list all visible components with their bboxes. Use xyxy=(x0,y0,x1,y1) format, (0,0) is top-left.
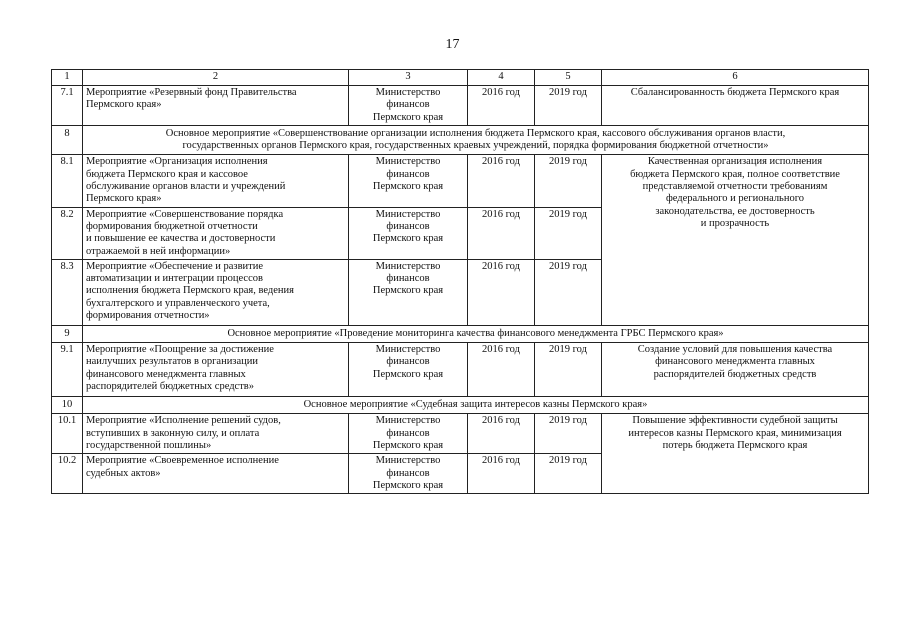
activity-title xyxy=(83,414,349,454)
row-number: 7.1 xyxy=(52,86,83,126)
responsible-executor xyxy=(349,343,468,397)
section-title xyxy=(83,125,869,155)
section-line: Основное мероприятие «Совершенствование организации исполнения бюджета Пермского края, кассового обслуживания органов власти, xyxy=(165,127,786,139)
start-year: 2016 год xyxy=(468,454,535,494)
responsible-executor xyxy=(349,86,468,126)
title-line: и повышение ее качества и достоверности xyxy=(86,233,276,245)
activity-title xyxy=(83,86,349,126)
title-line: формирования отчетности» xyxy=(86,310,210,322)
table-row xyxy=(52,343,869,397)
title-line: наилучших результатов в организации xyxy=(86,356,258,368)
executor-line: Пермского края xyxy=(372,285,444,297)
title-line: судебных актов» xyxy=(86,467,161,479)
title-line: исполнения бюджета Пермского края, ведения xyxy=(86,285,294,297)
title-line: Мероприятие «Исполнение решений судов, xyxy=(86,415,281,427)
row-number: 10.2 xyxy=(52,454,83,494)
header-cell: 2 xyxy=(83,70,349,86)
responsible-executor xyxy=(349,155,468,207)
section-line: Основное мероприятие «Проведение мониторинга качества финансового менеджмента ГРБС Пермского края» xyxy=(227,327,724,339)
executor-line: финансов xyxy=(386,168,430,180)
row-number: 8 xyxy=(52,125,83,155)
end-year: 2019 год xyxy=(535,207,602,259)
row-number: 10.1 xyxy=(52,414,83,454)
table-row xyxy=(52,86,869,126)
executor-line: финансов xyxy=(386,220,430,232)
section-row xyxy=(52,397,869,414)
title-line: вступивших в законную силу, и оплата xyxy=(86,427,260,439)
executor-line: финансов xyxy=(386,99,430,111)
start-year: 2016 год xyxy=(468,86,535,126)
activity-title xyxy=(83,454,349,494)
title-line: бюджета Пермского края и кассовое xyxy=(86,168,248,180)
section-row xyxy=(52,125,869,155)
title-line: Мероприятие «Обеспечение и развитие xyxy=(86,260,264,272)
program-activities-table xyxy=(51,69,869,494)
row-number: 8.3 xyxy=(52,259,83,325)
header-cell: 3 xyxy=(349,70,468,86)
executor-line: Министерство xyxy=(375,344,441,356)
header-cell: 4 xyxy=(468,70,535,86)
expected-result-merged xyxy=(602,414,869,494)
row-number: 9 xyxy=(52,325,83,342)
executor-line: финансов xyxy=(386,356,430,368)
executor-line: Пермского края xyxy=(372,111,444,123)
executor-line: Министерство xyxy=(375,87,441,98)
executor-line: Министерство xyxy=(375,156,441,168)
end-year: 2019 год xyxy=(535,414,602,454)
end-year: 2019 год xyxy=(535,86,602,126)
title-line: бухгалтерского и управленческого учета, xyxy=(86,297,270,309)
executor-line: Министерство xyxy=(375,260,441,272)
executor-line: Министерство xyxy=(375,455,441,467)
result-line: бюджета Пермского края, полное соответствие xyxy=(630,168,840,180)
executor-line: финансов xyxy=(386,273,430,285)
result-line: и прозрачность xyxy=(700,217,770,229)
title-line: Мероприятие «Поощрение за достижение xyxy=(86,344,274,356)
result-line: Повышение эффективности судебной защиты xyxy=(632,415,838,427)
end-year: 2019 год xyxy=(535,155,602,207)
title-line: государственной пошлины» xyxy=(86,440,212,452)
section-row xyxy=(52,325,869,342)
title-line: обслуживание органов власти и учреждений xyxy=(86,181,286,193)
section-line: Основное мероприятие «Судебная защита интересов казны Пермского края» xyxy=(303,399,648,411)
responsible-executor xyxy=(349,414,468,454)
title-line: Пермского края» xyxy=(86,99,162,111)
result-line: потерь бюджета Пермского края xyxy=(662,440,808,452)
title-line: формирования бюджетной отчетности xyxy=(86,220,258,232)
section-title xyxy=(83,325,869,342)
executor-line: Пермского края xyxy=(372,233,444,245)
executor-line: финансов xyxy=(386,427,430,439)
result-line: Создание условий для повышения качества xyxy=(637,344,833,356)
row-number: 8.1 xyxy=(52,155,83,207)
start-year: 2016 год xyxy=(468,259,535,325)
executor-line: Пермского края xyxy=(372,480,444,492)
expected-result-merged xyxy=(602,155,869,325)
activity-title xyxy=(83,207,349,259)
executor-line: Министерство xyxy=(375,208,441,220)
expected-result: Сбалансированность бюджета Пермского края xyxy=(602,86,869,126)
end-year: 2019 год xyxy=(535,259,602,325)
title-line: отражаемой в ней информации» xyxy=(86,245,231,257)
executor-line: Пермского края xyxy=(372,368,444,380)
executor-line: финансов xyxy=(386,467,430,479)
activity-title xyxy=(83,343,349,397)
start-year: 2016 год xyxy=(468,155,535,207)
title-line: Мероприятие «Совершенствование порядка xyxy=(86,208,284,220)
result-line: финансового менеджмента главных xyxy=(655,356,815,368)
header-cell: 5 xyxy=(535,70,602,86)
table-row xyxy=(52,155,869,207)
start-year: 2016 год xyxy=(468,207,535,259)
title-line: Мероприятие «Организация исполнения xyxy=(86,156,268,168)
result-line: интересов казны Пермского края, минимизация xyxy=(628,427,842,439)
responsible-executor xyxy=(349,454,468,494)
title-line: Мероприятие «Резервный фонд Правительства xyxy=(86,87,297,98)
title-line: Мероприятие «Своевременное исполнение xyxy=(86,455,279,467)
table-row xyxy=(52,414,869,454)
title-line: финансового менеджмента главных xyxy=(86,368,246,380)
table-header-row xyxy=(52,70,869,86)
result-line: распорядителей бюджетных средств xyxy=(653,368,817,380)
row-number: 9.1 xyxy=(52,343,83,397)
activity-title xyxy=(83,259,349,325)
start-year: 2016 год xyxy=(468,343,535,397)
page-number: 17 xyxy=(445,37,460,52)
header-cell: 1 xyxy=(52,70,83,86)
header-cell: 6 xyxy=(602,70,869,86)
responsible-executor xyxy=(349,259,468,325)
activity-title xyxy=(83,155,349,207)
executor-line: Пермского края xyxy=(372,181,444,193)
executor-line: Министерство xyxy=(375,415,441,427)
result-line: Качественная организация исполнения xyxy=(647,156,823,168)
result-line: законодательства, ее достоверность xyxy=(655,205,815,217)
executor-line: Пермского края xyxy=(372,440,444,452)
expected-result xyxy=(602,343,869,397)
end-year: 2019 год xyxy=(535,343,602,397)
end-year: 2019 год xyxy=(535,454,602,494)
section-title xyxy=(83,397,869,414)
title-line: автоматизации и интеграции процессов xyxy=(86,273,263,285)
section-line: государственных органов Пермского края, государственных краевых учреждений, порядка формирования бюджетной отчетности» xyxy=(182,140,769,152)
title-line: Пермского края» xyxy=(86,193,162,205)
row-number: 10 xyxy=(52,397,83,414)
responsible-executor xyxy=(349,207,468,259)
title-line: распорядителей бюджетных средств» xyxy=(86,381,255,393)
result-line: представляемой отчетности требованиям xyxy=(642,181,828,193)
row-number: 8.2 xyxy=(52,207,83,259)
start-year: 2016 год xyxy=(468,414,535,454)
result-line: федерального и регионального xyxy=(665,193,805,205)
